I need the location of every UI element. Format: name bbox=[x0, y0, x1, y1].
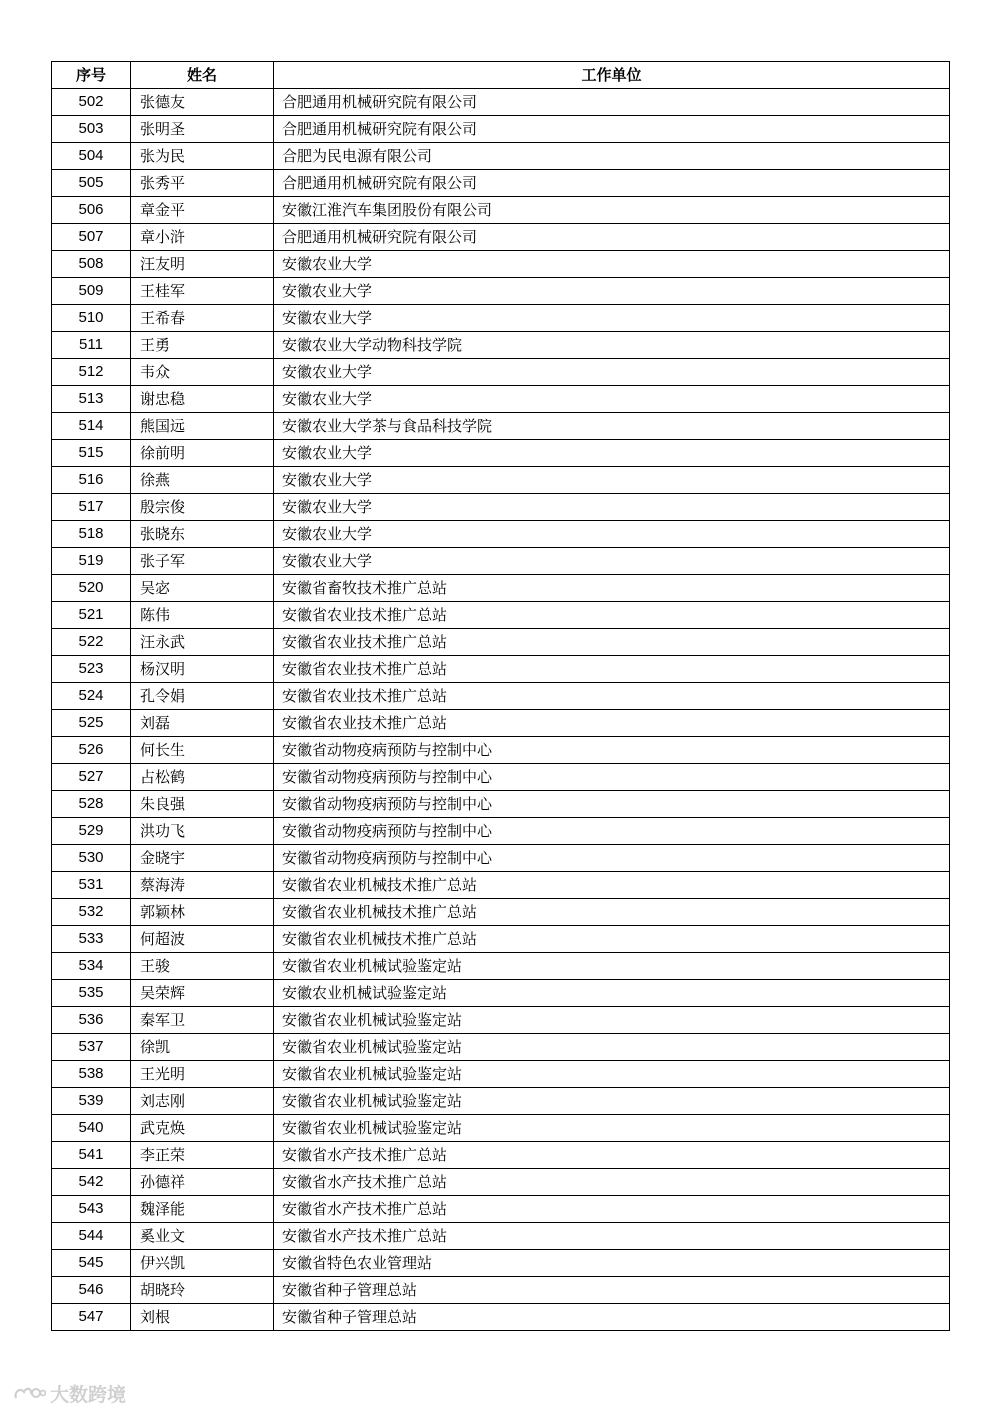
table-row bbox=[52, 278, 950, 305]
cell-name: 徐前明 bbox=[131, 440, 274, 467]
cell-name: 张晓东 bbox=[131, 521, 274, 548]
cell-serial: 541 bbox=[52, 1142, 131, 1169]
cell-unit: 安徽省种子管理总站 bbox=[274, 1304, 950, 1331]
cell-name: 魏泽能 bbox=[131, 1196, 274, 1223]
cell-serial: 521 bbox=[52, 602, 131, 629]
cell-name: 张为民 bbox=[131, 143, 274, 170]
cell-unit: 安徽省农业技术推广总站 bbox=[274, 710, 950, 737]
cell-serial: 516 bbox=[52, 467, 131, 494]
cell-serial: 520 bbox=[52, 575, 131, 602]
cell-serial: 510 bbox=[52, 305, 131, 332]
cell-unit: 安徽省农业机械试验鉴定站 bbox=[274, 953, 950, 980]
table-row bbox=[52, 926, 950, 953]
cell-serial: 518 bbox=[52, 521, 131, 548]
cell-serial: 544 bbox=[52, 1223, 131, 1250]
table-row bbox=[52, 1007, 950, 1034]
cell-name: 王勇 bbox=[131, 332, 274, 359]
cell-name: 李正荣 bbox=[131, 1142, 274, 1169]
table-row bbox=[52, 953, 950, 980]
cell-unit: 安徽省畜牧技术推广总站 bbox=[274, 575, 950, 602]
table-row bbox=[52, 872, 950, 899]
cell-serial: 524 bbox=[52, 683, 131, 710]
header-serial: 序号 bbox=[52, 62, 131, 89]
cell-unit: 安徽省水产技术推广总站 bbox=[274, 1223, 950, 1250]
cell-unit: 安徽省动物疫病预防与控制中心 bbox=[274, 791, 950, 818]
header-name: 姓名 bbox=[131, 62, 274, 89]
cell-name: 何长生 bbox=[131, 737, 274, 764]
table-row bbox=[52, 116, 950, 143]
cell-serial: 542 bbox=[52, 1169, 131, 1196]
table-row bbox=[52, 251, 950, 278]
cell-unit: 安徽省农业机械试验鉴定站 bbox=[274, 1034, 950, 1061]
cell-name: 王桂军 bbox=[131, 278, 274, 305]
cell-name: 章小浒 bbox=[131, 224, 274, 251]
cell-name: 秦军卫 bbox=[131, 1007, 274, 1034]
table-row bbox=[52, 737, 950, 764]
table-row bbox=[52, 521, 950, 548]
cell-unit: 安徽省农业机械试验鉴定站 bbox=[274, 1007, 950, 1034]
cell-name: 孔令娟 bbox=[131, 683, 274, 710]
cell-name: 吴荣辉 bbox=[131, 980, 274, 1007]
cell-name: 张明圣 bbox=[131, 116, 274, 143]
cell-serial: 505 bbox=[52, 170, 131, 197]
cell-unit: 安徽农业大学 bbox=[274, 278, 950, 305]
cell-name: 汪友明 bbox=[131, 251, 274, 278]
cell-name: 刘根 bbox=[131, 1304, 274, 1331]
cell-serial: 514 bbox=[52, 413, 131, 440]
cell-unit: 安徽农业大学 bbox=[274, 440, 950, 467]
table-row bbox=[52, 332, 950, 359]
cell-name: 王希春 bbox=[131, 305, 274, 332]
table-row bbox=[52, 548, 950, 575]
cell-serial: 517 bbox=[52, 494, 131, 521]
cell-name: 金晓宇 bbox=[131, 845, 274, 872]
table-row bbox=[52, 1142, 950, 1169]
cell-serial: 523 bbox=[52, 656, 131, 683]
cell-name: 张德友 bbox=[131, 89, 274, 116]
cell-serial: 532 bbox=[52, 899, 131, 926]
table-row bbox=[52, 602, 950, 629]
watermark-logo-icon bbox=[12, 1384, 46, 1404]
table-header-row bbox=[52, 62, 950, 89]
table-row bbox=[52, 1223, 950, 1250]
cell-serial: 503 bbox=[52, 116, 131, 143]
cell-serial: 545 bbox=[52, 1250, 131, 1277]
cell-name: 郭颖林 bbox=[131, 899, 274, 926]
cell-name: 谢忠稳 bbox=[131, 386, 274, 413]
cell-unit: 安徽省动物疫病预防与控制中心 bbox=[274, 737, 950, 764]
table-row bbox=[52, 656, 950, 683]
cell-serial: 508 bbox=[52, 251, 131, 278]
table-row bbox=[52, 197, 950, 224]
cell-name: 张秀平 bbox=[131, 170, 274, 197]
cell-name: 刘志刚 bbox=[131, 1088, 274, 1115]
cell-name: 徐凯 bbox=[131, 1034, 274, 1061]
table-row bbox=[52, 980, 950, 1007]
cell-name: 章金平 bbox=[131, 197, 274, 224]
cell-serial: 519 bbox=[52, 548, 131, 575]
cell-unit: 安徽省农业技术推广总站 bbox=[274, 656, 950, 683]
cell-unit: 安徽省农业机械技术推广总站 bbox=[274, 872, 950, 899]
cell-name: 蔡海涛 bbox=[131, 872, 274, 899]
table-row bbox=[52, 359, 950, 386]
cell-name: 伊兴凯 bbox=[131, 1250, 274, 1277]
cell-serial: 527 bbox=[52, 764, 131, 791]
cell-serial: 540 bbox=[52, 1115, 131, 1142]
cell-name: 何超波 bbox=[131, 926, 274, 953]
cell-name: 奚业文 bbox=[131, 1223, 274, 1250]
cell-name: 孙德祥 bbox=[131, 1169, 274, 1196]
cell-unit: 安徽农业大学 bbox=[274, 548, 950, 575]
cell-name: 刘磊 bbox=[131, 710, 274, 737]
cell-serial: 506 bbox=[52, 197, 131, 224]
table-row bbox=[52, 1034, 950, 1061]
header-unit: 工作单位 bbox=[274, 62, 950, 89]
cell-unit: 合肥通用机械研究院有限公司 bbox=[274, 89, 950, 116]
watermark bbox=[12, 1380, 126, 1407]
cell-serial: 526 bbox=[52, 737, 131, 764]
table-row bbox=[52, 818, 950, 845]
table-row bbox=[52, 629, 950, 656]
cell-serial: 538 bbox=[52, 1061, 131, 1088]
table-row bbox=[52, 494, 950, 521]
table-row bbox=[52, 1250, 950, 1277]
cell-name: 洪功飞 bbox=[131, 818, 274, 845]
cell-name: 杨汉明 bbox=[131, 656, 274, 683]
table-row bbox=[52, 170, 950, 197]
cell-serial: 543 bbox=[52, 1196, 131, 1223]
table-row bbox=[52, 467, 950, 494]
cell-unit: 安徽省水产技术推广总站 bbox=[274, 1142, 950, 1169]
cell-serial: 535 bbox=[52, 980, 131, 1007]
table-row bbox=[52, 386, 950, 413]
cell-unit: 安徽农业大学茶与食品科技学院 bbox=[274, 413, 950, 440]
cell-unit: 安徽农业大学 bbox=[274, 386, 950, 413]
cell-serial: 502 bbox=[52, 89, 131, 116]
table-row bbox=[52, 710, 950, 737]
cell-unit: 安徽省动物疫病预防与控制中心 bbox=[274, 764, 950, 791]
cell-serial: 547 bbox=[52, 1304, 131, 1331]
cell-name: 殷宗俊 bbox=[131, 494, 274, 521]
personnel-table bbox=[51, 61, 950, 1331]
table-row bbox=[52, 1304, 950, 1331]
cell-unit: 安徽农业大学 bbox=[274, 359, 950, 386]
cell-serial: 534 bbox=[52, 953, 131, 980]
cell-unit: 安徽省农业技术推广总站 bbox=[274, 683, 950, 710]
cell-serial: 533 bbox=[52, 926, 131, 953]
table-row bbox=[52, 1061, 950, 1088]
cell-name: 王骏 bbox=[131, 953, 274, 980]
cell-name: 占松鹤 bbox=[131, 764, 274, 791]
cell-serial: 512 bbox=[52, 359, 131, 386]
table-row bbox=[52, 440, 950, 467]
cell-serial: 537 bbox=[52, 1034, 131, 1061]
cell-name: 朱良强 bbox=[131, 791, 274, 818]
table-row bbox=[52, 224, 950, 251]
cell-name: 王光明 bbox=[131, 1061, 274, 1088]
cell-unit: 安徽省农业技术推广总站 bbox=[274, 629, 950, 656]
cell-serial: 507 bbox=[52, 224, 131, 251]
cell-unit: 合肥通用机械研究院有限公司 bbox=[274, 116, 950, 143]
cell-serial: 504 bbox=[52, 143, 131, 170]
table-row bbox=[52, 1277, 950, 1304]
cell-name: 张子军 bbox=[131, 548, 274, 575]
cell-unit: 安徽农业机械试验鉴定站 bbox=[274, 980, 950, 1007]
cell-serial: 539 bbox=[52, 1088, 131, 1115]
cell-serial: 511 bbox=[52, 332, 131, 359]
table-row bbox=[52, 1088, 950, 1115]
cell-serial: 513 bbox=[52, 386, 131, 413]
cell-unit: 安徽农业大学 bbox=[274, 521, 950, 548]
cell-unit: 安徽省农业机械试验鉴定站 bbox=[274, 1061, 950, 1088]
table-row bbox=[52, 845, 950, 872]
cell-unit: 安徽江淮汽车集团股份有限公司 bbox=[274, 197, 950, 224]
cell-serial: 546 bbox=[52, 1277, 131, 1304]
cell-name: 韦众 bbox=[131, 359, 274, 386]
table-row bbox=[52, 143, 950, 170]
cell-unit: 安徽省农业机械试验鉴定站 bbox=[274, 1115, 950, 1142]
table-row bbox=[52, 89, 950, 116]
cell-serial: 515 bbox=[52, 440, 131, 467]
table-row bbox=[52, 1196, 950, 1223]
cell-unit: 安徽省农业机械技术推广总站 bbox=[274, 899, 950, 926]
cell-name: 胡晓玲 bbox=[131, 1277, 274, 1304]
cell-serial: 509 bbox=[52, 278, 131, 305]
cell-name: 武克焕 bbox=[131, 1115, 274, 1142]
cell-unit: 合肥为民电源有限公司 bbox=[274, 143, 950, 170]
cell-unit: 安徽农业大学 bbox=[274, 494, 950, 521]
table-row bbox=[52, 683, 950, 710]
table-row bbox=[52, 899, 950, 926]
cell-unit: 安徽省特色农业管理站 bbox=[274, 1250, 950, 1277]
cell-serial: 522 bbox=[52, 629, 131, 656]
cell-serial: 525 bbox=[52, 710, 131, 737]
cell-unit: 安徽农业大学 bbox=[274, 305, 950, 332]
cell-unit: 安徽农业大学动物科技学院 bbox=[274, 332, 950, 359]
cell-unit: 安徽省种子管理总站 bbox=[274, 1277, 950, 1304]
cell-unit: 安徽省农业机械试验鉴定站 bbox=[274, 1088, 950, 1115]
table-row bbox=[52, 1169, 950, 1196]
table-row bbox=[52, 413, 950, 440]
cell-serial: 536 bbox=[52, 1007, 131, 1034]
table-row bbox=[52, 575, 950, 602]
cell-unit: 安徽省动物疫病预防与控制中心 bbox=[274, 818, 950, 845]
cell-serial: 531 bbox=[52, 872, 131, 899]
cell-unit: 合肥通用机械研究院有限公司 bbox=[274, 224, 950, 251]
watermark-text: 大数跨境 bbox=[50, 1384, 127, 1406]
cell-unit: 安徽省水产技术推广总站 bbox=[274, 1196, 950, 1223]
cell-name: 陈伟 bbox=[131, 602, 274, 629]
cell-unit: 安徽省农业技术推广总站 bbox=[274, 602, 950, 629]
cell-unit: 安徽省水产技术推广总站 bbox=[274, 1169, 950, 1196]
cell-unit: 安徽农业大学 bbox=[274, 467, 950, 494]
cell-unit: 安徽农业大学 bbox=[274, 251, 950, 278]
cell-name: 熊国远 bbox=[131, 413, 274, 440]
cell-name: 吴宓 bbox=[131, 575, 274, 602]
cell-unit: 安徽省动物疫病预防与控制中心 bbox=[274, 845, 950, 872]
table-row bbox=[52, 305, 950, 332]
cell-serial: 528 bbox=[52, 791, 131, 818]
table-row bbox=[52, 1115, 950, 1142]
cell-name: 汪永武 bbox=[131, 629, 274, 656]
cell-unit: 合肥通用机械研究院有限公司 bbox=[274, 170, 950, 197]
cell-name: 徐燕 bbox=[131, 467, 274, 494]
cell-serial: 530 bbox=[52, 845, 131, 872]
table-row bbox=[52, 791, 950, 818]
cell-unit: 安徽省农业机械技术推广总站 bbox=[274, 926, 950, 953]
cell-serial: 529 bbox=[52, 818, 131, 845]
table-row bbox=[52, 764, 950, 791]
